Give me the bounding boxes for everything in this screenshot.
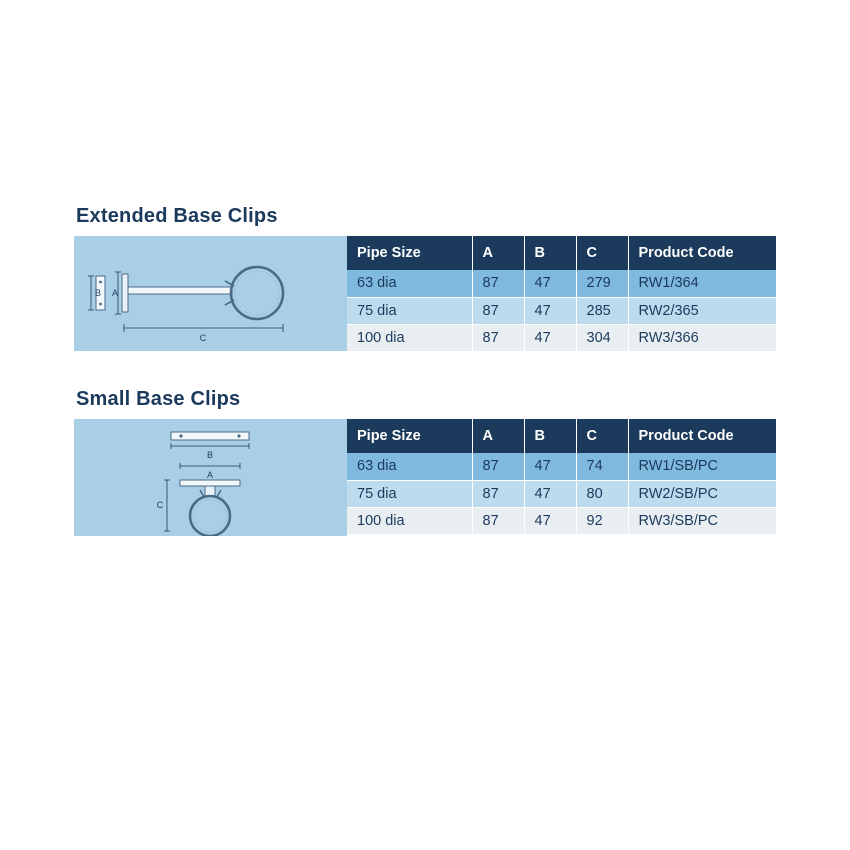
cell-b: 47 [524, 324, 576, 351]
table-wrap-extended [347, 236, 776, 351]
cell-c: 92 [576, 507, 628, 534]
table-body-extended [347, 270, 776, 351]
column-header-product-code: Product Code [628, 236, 776, 270]
column-header-a: A [472, 236, 524, 270]
table-head-small [347, 419, 776, 453]
extended-base-clip-drawing [74, 236, 347, 351]
cell-product-code: RW3/SB/PC [628, 507, 776, 534]
column-header-c: C [576, 419, 628, 453]
column-header-product-code: Product Code [628, 419, 776, 453]
cell-c: 279 [576, 270, 628, 297]
cell-product-code: RW3/366 [628, 324, 776, 351]
cell-c: 285 [576, 297, 628, 324]
cell-a: 87 [472, 453, 524, 480]
table-wrap-small [347, 419, 776, 536]
figure-label-c: C [156, 500, 164, 510]
table-row [347, 297, 776, 324]
page-title-small: Small Base Clips [76, 388, 241, 410]
cell-b: 47 [524, 270, 576, 297]
cell-product-code: RW2/365 [628, 297, 776, 324]
cell-product-code: RW1/SB/PC [628, 453, 776, 480]
cell-a: 87 [472, 270, 524, 297]
cell-b: 47 [524, 453, 576, 480]
column-header-b: B [524, 419, 576, 453]
cell-pipe-size: 100 dia [347, 324, 472, 351]
figure-label-a: A [206, 470, 214, 480]
table-small-base-clips [347, 419, 776, 534]
small-base-clip-drawing [74, 419, 347, 536]
column-header-pipe-size: Pipe Size [347, 236, 472, 270]
cell-a: 87 [472, 297, 524, 324]
cell-c: 304 [576, 324, 628, 351]
column-header-b: B [524, 236, 576, 270]
figure-extended-base-clip [74, 236, 347, 351]
section-small-base-clips [74, 388, 776, 536]
cell-b: 47 [524, 297, 576, 324]
table-row [347, 270, 776, 297]
table-head-extended [347, 236, 776, 270]
section-body-small [74, 419, 776, 536]
cell-a: 87 [472, 507, 524, 534]
table-body-small [347, 453, 776, 534]
cell-pipe-size: 100 dia [347, 507, 472, 534]
column-header-pipe-size: Pipe Size [347, 419, 472, 453]
cell-pipe-size: 75 dia [347, 297, 472, 324]
figure-label-b: B [206, 450, 214, 460]
cell-b: 47 [524, 480, 576, 507]
cell-a: 87 [472, 480, 524, 507]
table-row [347, 453, 776, 480]
cell-b: 47 [524, 507, 576, 534]
cell-pipe-size: 63 dia [347, 453, 472, 480]
column-header-c: C [576, 236, 628, 270]
section-body-extended [74, 236, 776, 351]
figure-label-b: B [94, 288, 102, 298]
cell-pipe-size: 63 dia [347, 270, 472, 297]
cell-product-code: RW2/SB/PC [628, 480, 776, 507]
table-row [347, 480, 776, 507]
table-row [347, 507, 776, 534]
table-header-row [347, 419, 776, 453]
table-extended-base-clips [347, 236, 776, 351]
cell-product-code: RW1/364 [628, 270, 776, 297]
section-extended-base-clips [74, 205, 776, 351]
figure-label-a: A [111, 288, 119, 298]
cell-c: 74 [576, 453, 628, 480]
figure-small-base-clip [74, 419, 347, 536]
page-title-extended: Extended Base Clips [76, 205, 278, 227]
column-header-a: A [472, 419, 524, 453]
table-header-row [347, 236, 776, 270]
cell-a: 87 [472, 324, 524, 351]
table-row [347, 324, 776, 351]
cell-pipe-size: 75 dia [347, 480, 472, 507]
figure-label-c: C [199, 333, 207, 343]
cell-c: 80 [576, 480, 628, 507]
